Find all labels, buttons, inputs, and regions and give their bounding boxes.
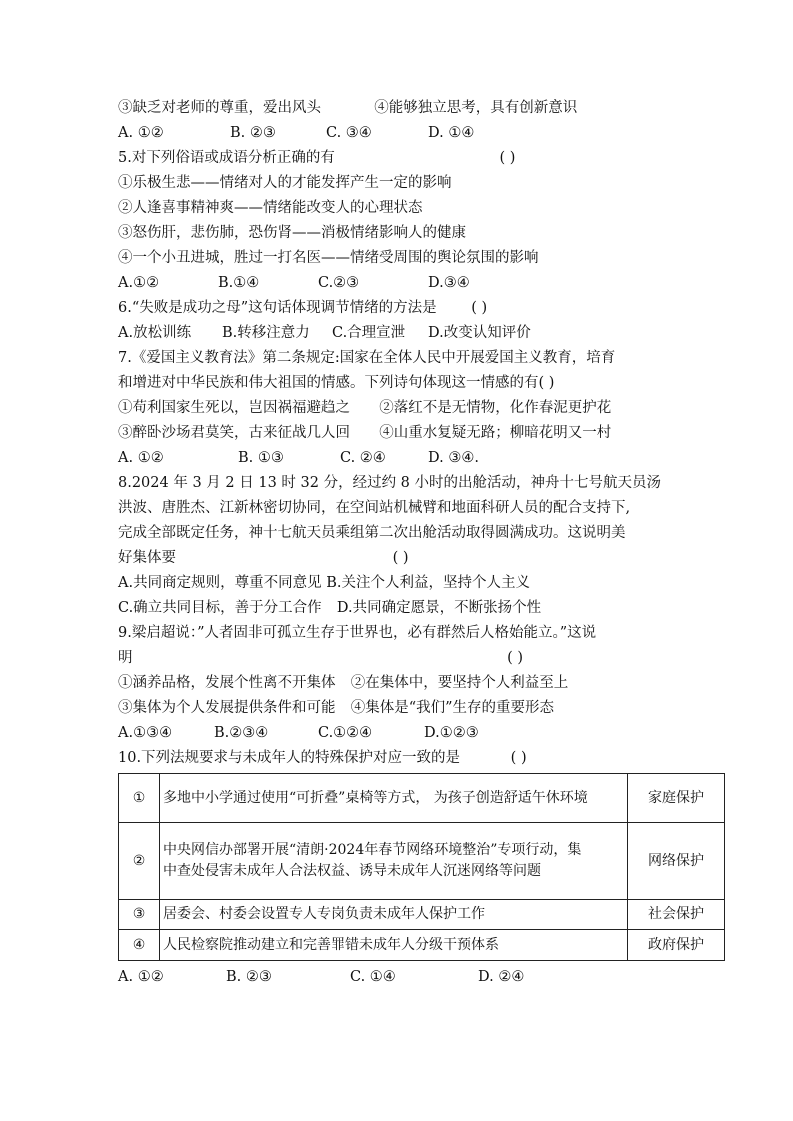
q10-answer-paren[interactable]: ( ): [510, 750, 527, 766]
table-row: [119, 823, 725, 900]
q10-option-a[interactable]: A. ①②: [118, 969, 164, 985]
row-number: ④: [119, 930, 160, 961]
row-category: 社会保护: [628, 900, 725, 930]
q7-option-b[interactable]: B. ①③: [238, 450, 284, 466]
q7-options: [118, 446, 728, 471]
row-number: ③: [119, 900, 160, 930]
q9-item-3: ③集体为个人发展提供条件和可能: [118, 700, 336, 716]
q8-option-c[interactable]: C.确立共同目标，善于分工合作: [118, 600, 322, 616]
q7-item-1: ①苟利国家生死以，岂因祸福避趋之: [118, 400, 350, 416]
q9-stem-line-2: [118, 646, 728, 671]
q6-options: [118, 321, 728, 346]
q6-answer-paren[interactable]: ( ): [471, 300, 488, 316]
q6-stem-text: 6.“失败是成功之母”这句话体现调节情绪的方法是: [118, 300, 437, 316]
q4-item-3: ③缺乏对老师的尊重，爱出风头: [118, 100, 321, 116]
q5-option-a[interactable]: A.①②: [118, 275, 160, 291]
q10-option-c[interactable]: C. ①④: [350, 969, 396, 985]
q9-item-2: ②在集体中，要坚持个人利益至上: [350, 675, 569, 691]
q7-items-row-1: [118, 396, 728, 421]
q9-answer-paren[interactable]: ( ): [507, 650, 524, 666]
q8-option-d[interactable]: D.共同确定愿景，不断张扬个性: [336, 600, 542, 616]
q9-option-a[interactable]: A.①③④: [118, 725, 173, 741]
q5-item-4: ④一个小丑进城，胜过一打名医——情绪受周围的舆论氛围的影响: [118, 250, 539, 266]
q6-option-c[interactable]: C.合理宣泄: [332, 325, 406, 341]
q8-stem-line-3: 完成全部既定任务，神十七航天员乘组第二次出舱活动取得圆满成功。这说明美: [118, 525, 626, 541]
q10-stem-text: 10.下列法规要求与未成年人的特殊保护对应一致的是: [118, 750, 461, 766]
row-description: 中央网信办部署开展“清朗·2024年春节网络环境整治”专项行动，集中查处侵害未成年人合法权益、诱导未成年人沉迷网络等问题: [160, 823, 628, 900]
q8-option-b[interactable]: B.关注个人利益，坚持个人主义: [326, 575, 530, 591]
row-description: 人民检察院推动建立和完善罪错未成年人分级干预体系: [160, 930, 628, 961]
q5-options: [118, 271, 728, 296]
q7-item-4: ④山重水复疑无路；柳暗花明又一村: [379, 425, 612, 441]
q5-option-b[interactable]: B.①④: [218, 275, 260, 291]
table-row: [119, 900, 725, 930]
q4-option-a[interactable]: A. ①②: [118, 125, 164, 141]
q8-answer-paren[interactable]: ( ): [392, 550, 409, 566]
q7-item-3: ③醉卧沙场君莫笑，古来征战几人回: [118, 425, 350, 441]
q9-stem-text: 明: [118, 650, 133, 666]
q7-option-a[interactable]: A. ①②: [118, 450, 164, 466]
q8-options-row-2: [118, 596, 728, 621]
q4-options: [118, 121, 728, 146]
q5-answer-paren[interactable]: ( ): [499, 150, 516, 166]
q10-options: [118, 965, 728, 990]
q6-option-d[interactable]: D.改变认知评价: [428, 325, 531, 341]
q8-option-a[interactable]: A.共同商定规则，尊重不同意见: [118, 575, 322, 591]
exam-page: [118, 96, 728, 990]
q5-item-1: ①乐极生悲——情绪对人的才能发挥产生一定的影响: [118, 175, 452, 191]
q8-stem-line-1: 8.2024 年 3 月 2 日 13 时 32 分，经过约 8 小时的出舱活动，神舟十七号航天员汤: [118, 475, 662, 491]
q9-options: [118, 721, 728, 746]
q7-item-2: ②落红不是无情物，化作春泥更护花: [379, 400, 612, 416]
row-number: ①: [119, 774, 160, 823]
q9-items-row-2: [118, 696, 728, 721]
q5-option-d[interactable]: D.③④: [428, 275, 470, 291]
q5-stem-text: 5.对下列俗语或成语分析正确的有: [118, 150, 335, 166]
q7-stem-line-2: 和增进对中华民族和伟大祖国的情感。下列诗句体现这一情感的有( ): [118, 375, 555, 391]
q8-options-row-1: [118, 571, 728, 596]
q10-table: [118, 773, 725, 961]
q8-stem-line-2: 洪波、唐胜杰、江新林密切协同，在空间站机械臂和地面科研人员的配合支持下,: [118, 500, 631, 516]
q7-items-row-2: [118, 421, 728, 446]
q8-stem-text: 好集体要: [118, 550, 176, 566]
q7-option-d[interactable]: D. ③④.: [428, 450, 479, 466]
q9-item-4: ④集体是“我们”生存的重要形态: [350, 700, 555, 716]
q10-option-d[interactable]: D. ②④: [478, 969, 525, 985]
q5-item-3: ③怒伤肝，悲伤肺，恐伤肾——消极情绪影响人的健康: [118, 225, 466, 241]
table-row: [119, 774, 725, 823]
q9-option-b[interactable]: B.②③④: [214, 725, 269, 741]
q5-stem: [118, 146, 728, 171]
q8-stem-line-4: [118, 546, 728, 571]
q6-option-a[interactable]: A.放松训练: [118, 325, 192, 341]
row-category: 家庭保护: [628, 774, 725, 823]
table-row: [119, 930, 725, 961]
q6-option-b[interactable]: B.转移注意力: [222, 325, 310, 341]
row-category: 政府保护: [628, 930, 725, 961]
q6-stem: [118, 296, 728, 321]
q4-items: [118, 96, 728, 121]
q7-option-c[interactable]: C. ②④: [340, 450, 386, 466]
q4-option-b[interactable]: B. ②③: [230, 125, 276, 141]
row-description: 多地中小学通过使用“可折叠”桌椅等方式， 为孩子创造舒适午休环境: [160, 774, 628, 823]
q5-item-2: ②人逢喜事精神爽——情绪能改变人的心理状态: [118, 200, 423, 216]
q4-option-d[interactable]: D. ①④: [428, 125, 475, 141]
q4-item-4: ④能够独立思考，具有创新意识: [374, 100, 578, 116]
row-number: ②: [119, 823, 160, 900]
q9-stem-line-1: 9.梁启超说：”人者固非可孤立生存于世界也，必有群然后人格始能立。”这说: [118, 625, 597, 641]
q9-option-c[interactable]: C.①②④: [318, 725, 373, 741]
row-description: 居委会、村委会设置专人专岗负责未成年人保护工作: [160, 900, 628, 930]
q9-option-d[interactable]: D.①②③: [424, 725, 479, 741]
row-category: 网络保护: [628, 823, 725, 900]
q9-items-row-1: [118, 671, 728, 696]
q9-item-1: ①涵养品格，发展个性离不开集体: [118, 675, 336, 691]
q4-option-c[interactable]: C. ③④: [326, 125, 372, 141]
q7-stem-line-1: 7.《爱国主义教育法》第二条规定:国家在全体人民中开展爱国主义教育，培育: [118, 350, 616, 366]
q5-option-c[interactable]: C.②③: [318, 275, 360, 291]
q10-option-b[interactable]: B. ②③: [226, 969, 272, 985]
q10-stem: [118, 746, 728, 771]
